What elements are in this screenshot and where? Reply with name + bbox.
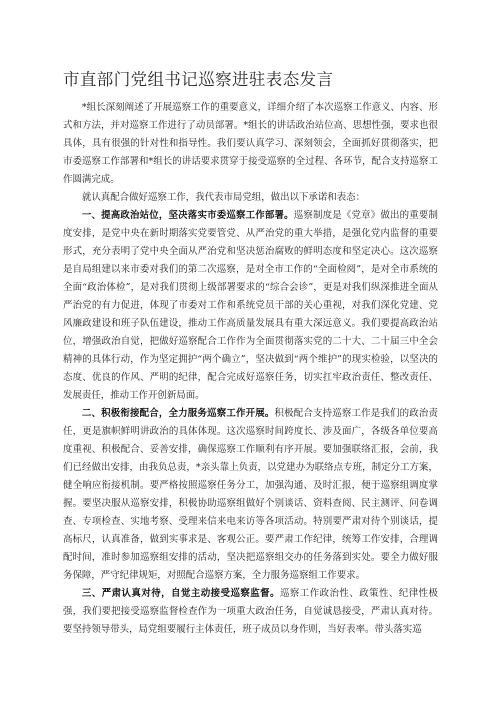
paragraph <box>63 585 438 639</box>
paragraph-text: 巡察制度是《党章》做出的重要制度安排，是党中央在新时期落实党要管党、从严治党的重大举措，是强化党内监督的重要形式，充分表明了党中央全面从严治党和坚决惩治腐败的鲜明态度和坚定决心。这次巡察是自局组建以来市委对我们的第二次巡察，是对全市工作的“全面检阅”，是对全市系统的全面“政治体检”，是对我们贯彻上级部署要求的“综合会诊”，更是对我们纵深推进全面从严治党的有力促进，体现了市委对工作和系统党员干部的关心重视，对我们深化党建、党风廉政建设和班子队伍建设，推动工作高质量发展具有重大深远意义。我们要提高政治站位，增强政治自觉，把做好巡察配合工作作为全面贯彻落实党的二十大、二十届三中全会精神的具体行动，作为坚定拥护“两个确立”，坚决做到“两个维护”的现实检验，以坚决的态度、优良的作风、严明的纪律，配合完成好巡察任务，切实扛牢政治责任、整改责任、发展责任，推动工作开创新局面。 <box>63 210 438 401</box>
paragraph <box>63 405 438 585</box>
section-heading: 二、积极衔接配合，全力服务巡察工作开展。 <box>81 408 275 419</box>
paragraph-text: *组长深刻阐述了开展巡察工作的重要意义，详细介绍了本次巡察工作意义、内容、形式和方法，并对巡察工作进行了动员部署。*组长的讲话政治站位高、思想性强，要求也很具体，具有很强的针对性和指导性。我们要认真学习、深刻领会，全面抓好贯彻落实，把市委巡察工作部署和*组长的讲话要求贯穿于接受巡察的全过程、各环节，配合支持巡察工作圆满完成。 <box>63 102 438 185</box>
page-title: 市直部门党组书记巡察进驻表态发言 <box>63 70 334 89</box>
section-heading: 一、提高政治站位，坚决落实市委巡察工作部署。 <box>81 210 294 221</box>
paragraph <box>63 207 438 405</box>
section-heading: 三、严肃认真对待，自觉主动接受巡察监督。 <box>81 588 280 599</box>
paragraph-text: 就认真配合做好巡察工作，我代表市局党组，做出以下承诺和表态： <box>81 192 366 203</box>
paragraph <box>63 99 438 189</box>
paragraph <box>63 189 438 207</box>
paragraph-text: 巡察工作政治性、政策性、纪律性极强，我们要把接受巡察监督检查作为一项重大政治任务，自觉诚恳接受，严肃认真对待。要坚持领导带头，局党组要履行主体责任，班子成员以身作则，当好表率。带头落实巡 <box>63 588 438 635</box>
paragraph-text: 积极配合支持巡察工作是我们的政治责任，更是旗帜鲜明讲政治的具体体现。这次巡察时间跨度长、涉及面广，各级各单位要高度重视、积极配合、妥善安排，确保巡察工作顺利有序开展。要加强联络汇报，会前，我们已经做出安排，由我负总责，*亲头靠上负责，以党建办为联络点专班，制定分工方案，健全响应衔接机制。要严格按照巡察任务分工，加强沟通、及时汇报，便于巡察组调度掌握。要坚决服从巡察安排，积极协助巡察组做好个别谈话、资料查阅、民主测评、问卷调查、专项检查、实地考察、受理来信来电来访等各项活动。特别要严肃对待个别谈话，提高标尺，认真准备，做到实事求是、客观公正。要严肃工作纪律，统筹工作安排，合理调配时间，准时参加巡察组安排的活动，坚决把巡察组交办的任务落到实处。要全力做好服务保障，严守纪律规矩，对照配合巡察方案，全力服务巡察组工作要求。 <box>63 408 438 581</box>
document-body <box>63 99 438 639</box>
